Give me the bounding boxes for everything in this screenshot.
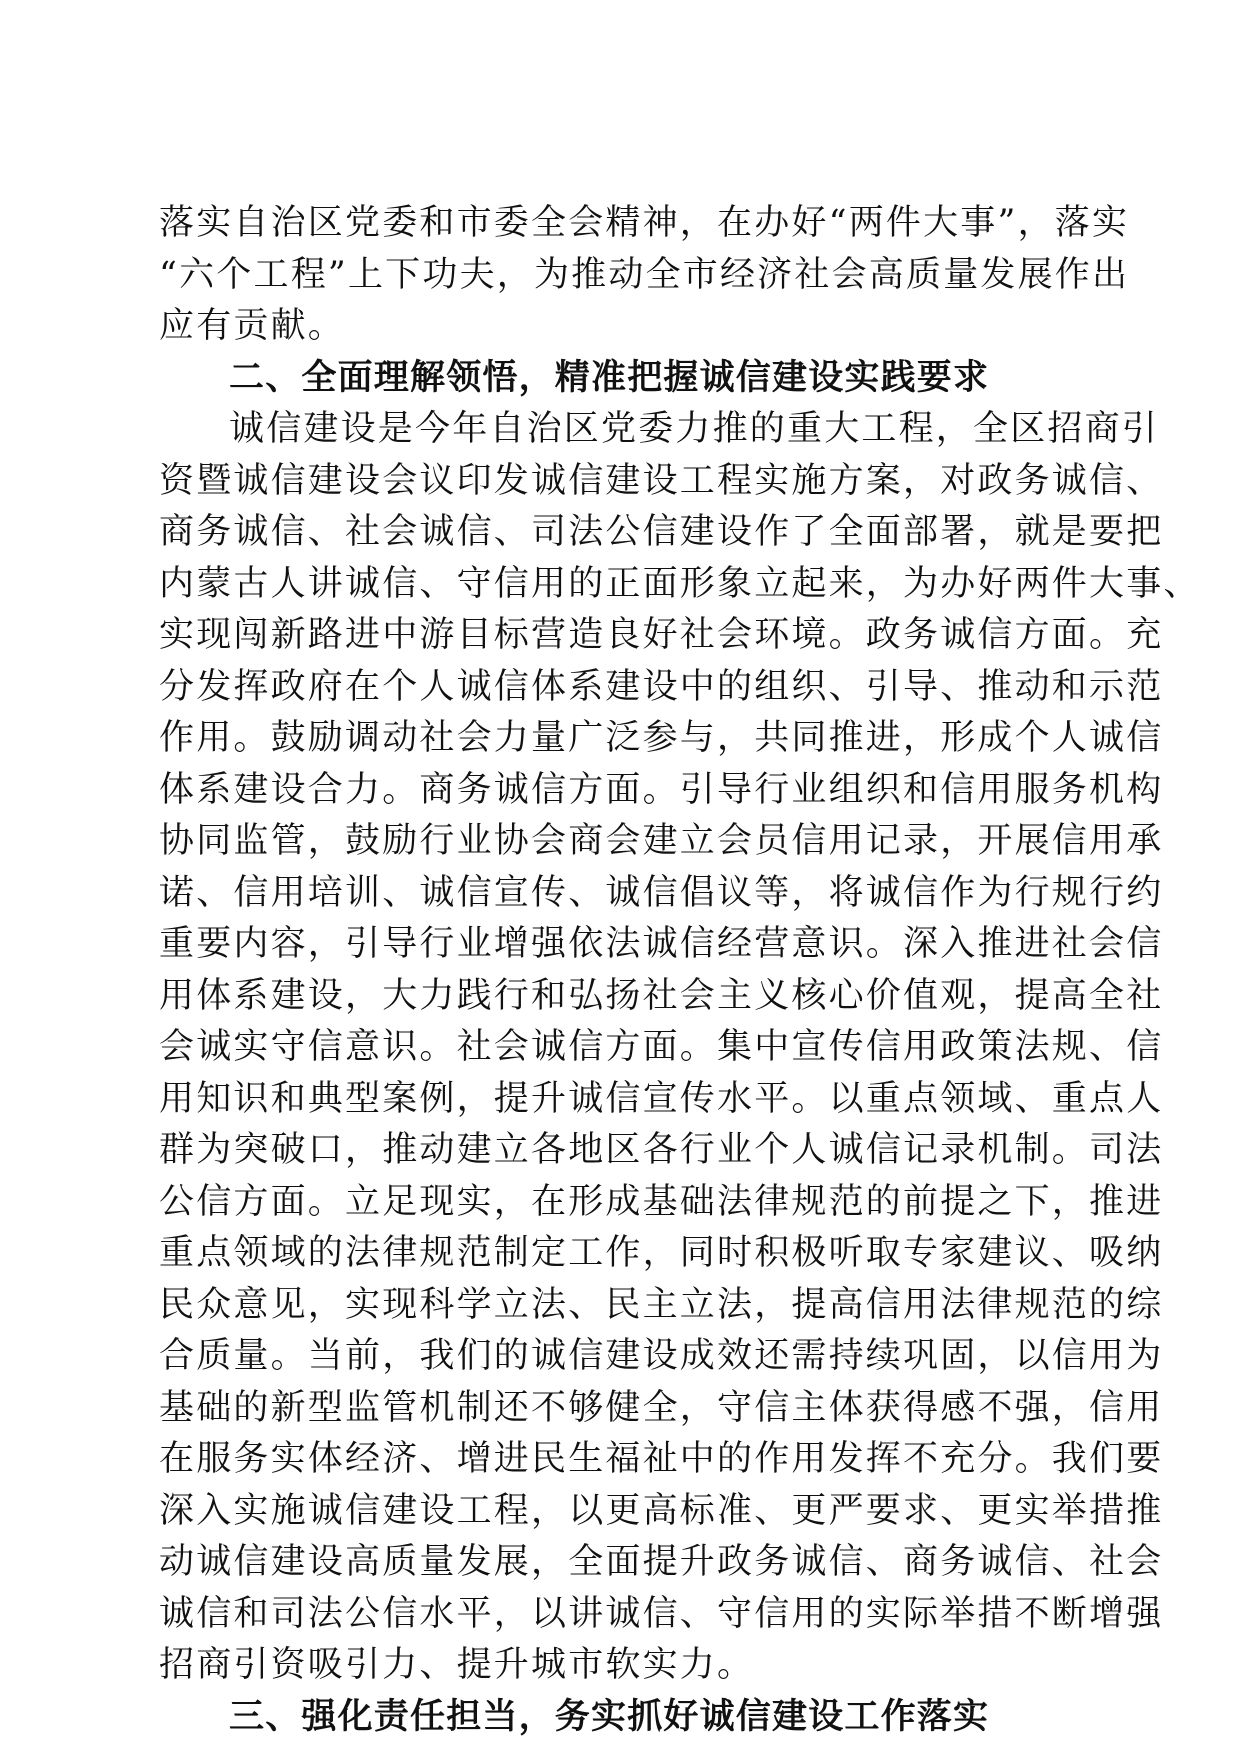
paragraph-line: 分发挥政府在个人诚信体系建设中的组织、引导、推动和示范	[159, 666, 1164, 707]
paragraph-line: 实现闯新路进中游目标营造良好社会环境。政务诚信方面。充	[159, 615, 1164, 655]
paragraph-line: 用知识和典型案例，提升诚信宣传水平。以重点领域、重点人	[159, 1078, 1164, 1119]
paragraph-line: 深入实施诚信建设工程，以更高标准、更严要求、更实举措推	[159, 1490, 1164, 1531]
paragraph-line: 诚信和司法公信水平，以讲诚信、守信用的实际举措不断增强	[159, 1593, 1164, 1634]
paragraph-line: 基础的新型监管机制还不够健全，守信主体获得感不强，信用	[159, 1387, 1164, 1428]
paragraph-line: 民众意见，实现科学立法、民主立法，提高信用法律规范的综	[159, 1284, 1164, 1325]
paragraph-line: 资暨诚信建设会议印发诚信建设工程实施方案，对政务诚信、	[159, 460, 1164, 501]
paragraph-line: 体系建设合力。商务诚信方面。引导行业组织和信用服务机构	[159, 769, 1164, 810]
paragraph-line: 动诚信建设高质量发展，全面提升政务诚信、商务诚信、社会	[159, 1542, 1164, 1582]
paragraph-line: 应有贡献。	[159, 306, 346, 346]
paragraph-line: 作用。鼓励调动社会力量广泛参与，共同推进，形成个人诚信	[159, 718, 1164, 758]
paragraph-line: 招商引资吸引力、提升城市软实力。	[159, 1645, 755, 1685]
paragraph-line: 会诚实守信意识。社会诚信方面。集中宣传信用政策法规、信	[159, 1027, 1164, 1067]
paragraph-line: 内蒙古人讲诚信、守信用的正面形象立起来，为办好两件大事、	[159, 563, 1201, 604]
paragraph-line: 诚信建设是今年自治区党委力推的重大工程，全区招商引	[229, 409, 1160, 449]
paragraph-line: 在服务实体经济、增进民生福祉中的作用发挥不充分。我们要	[159, 1439, 1164, 1479]
paragraph-line: 诺、信用培训、诚信宣传、诚信倡议等，将诚信作为行规行约	[159, 872, 1164, 913]
paragraph-line: “六个工程”上下功夫，为推动全市经济社会高质量发展作出	[159, 254, 1130, 295]
paragraph-line: 合质量。当前，我们的诚信建设成效还需持续巩固，以信用为	[159, 1336, 1164, 1376]
section-heading: 三、强化责任担当，务实抓好诚信建设工作落实	[229, 1696, 990, 1737]
paragraph-line: 群为突破口，推动建立各地区各行业个人诚信记录机制。司法	[159, 1130, 1164, 1170]
paragraph-line: 重点领域的法律规范制定工作，同时积极听取专家建议、吸纳	[159, 1233, 1164, 1273]
section-heading: 二、全面理解领悟，精准把握诚信建设实践要求	[229, 357, 990, 398]
paragraph-line: 商务诚信、社会诚信、司法公信建设作了全面部署，就是要把	[159, 512, 1164, 552]
paragraph-line: 公信方面。立足现实，在形成基础法律规范的前提之下，推进	[159, 1181, 1164, 1222]
paragraph-line: 用体系建设，大力践行和弘扬社会主义核心价值观，提高全社	[159, 975, 1164, 1016]
paragraph-line: 重要内容，引导行业增强依法诚信经营意识。深入推进社会信	[159, 924, 1164, 964]
paragraph-line: 落实自治区党委和市委全会精神，在办好“两件大事”，落实	[159, 203, 1130, 243]
document-page	[159, 198, 1201, 1743]
paragraph-line: 协同监管，鼓励行业协会商会建立会员信用记录，开展信用承	[159, 821, 1164, 861]
